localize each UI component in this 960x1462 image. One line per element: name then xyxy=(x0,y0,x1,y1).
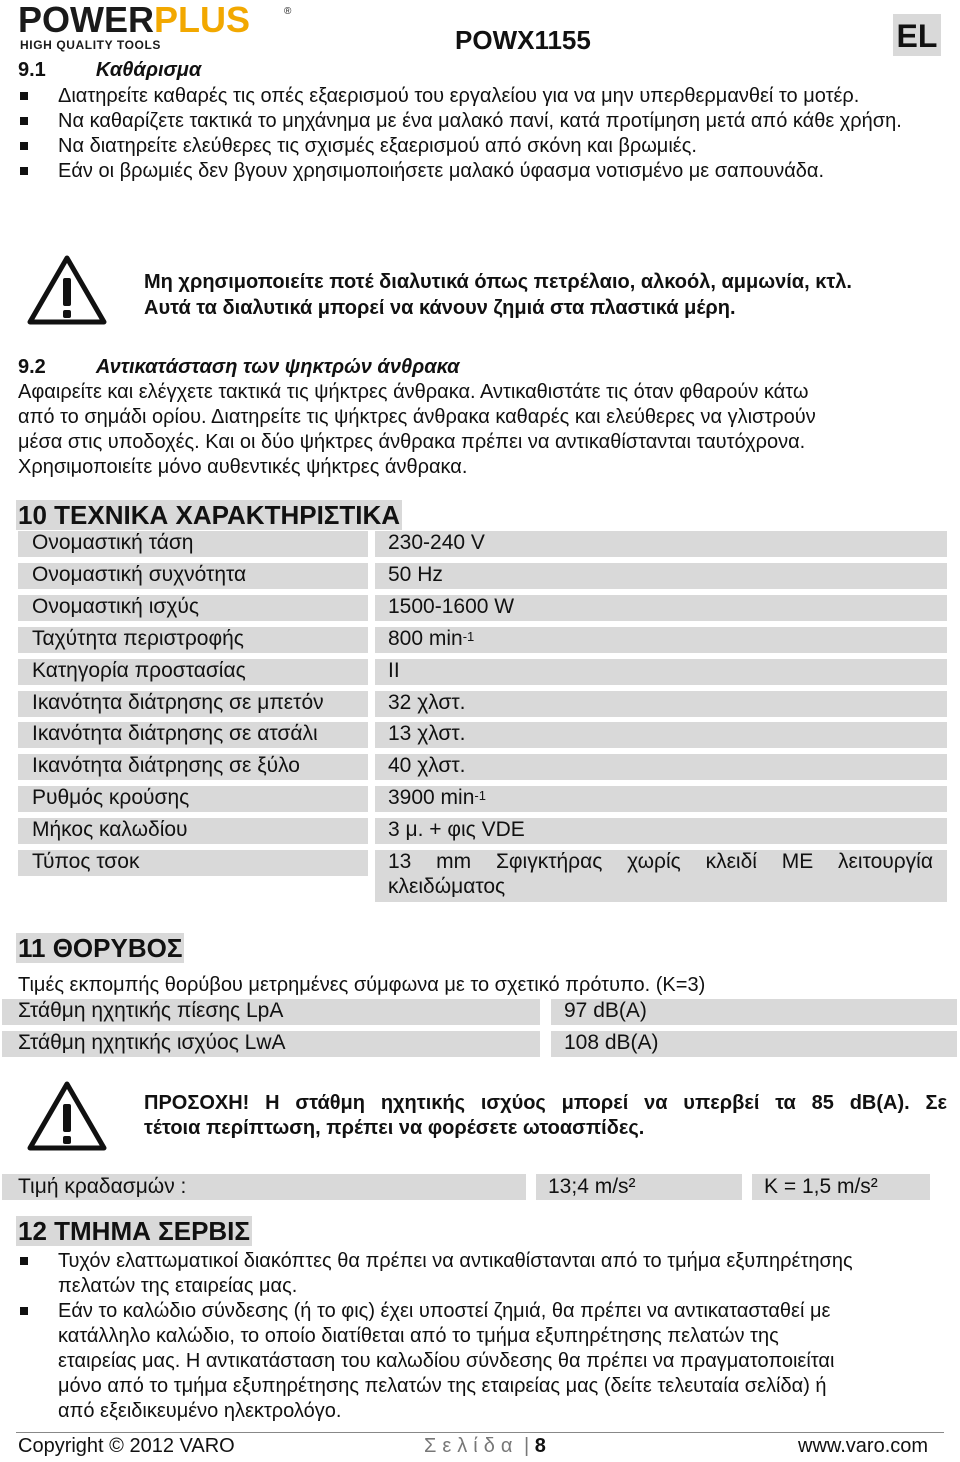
vibration-label: Τιμή κραδασμών : xyxy=(18,1175,187,1198)
paragraph-line: από εξειδικευμένο ηλεκτρολόγο. xyxy=(58,1400,342,1422)
section-11-heading: 11 ΘΟΡΥΒΟΣ xyxy=(18,933,183,963)
list-item: Εάν οι βρωμιές δεν βγουν χρησιμοποιήσετε μαλακό ύφασμα νοτισμένο με σαπουνάδα. xyxy=(16,159,936,184)
spec-value-superscript: -1 xyxy=(474,788,486,803)
spec-value-text: 3900 min xyxy=(388,786,475,809)
paragraph-line: Χρησιμοποιείτε μόνο αυθεντικές ψήκτρες άνθρακα. xyxy=(18,456,468,478)
spec-value xyxy=(388,626,474,652)
model-number: POWX1155 xyxy=(455,25,591,55)
spec-value xyxy=(388,690,466,716)
carbon-brush-paragraph xyxy=(18,380,938,480)
list-item xyxy=(16,1249,940,1299)
spec-value-text: 13 χλστ. xyxy=(388,722,466,745)
warning-triangle-icon xyxy=(26,254,108,326)
section-9-2-heading xyxy=(18,355,460,380)
spec-label: Ικανότητα διάτρησης σε ατσάλι xyxy=(32,722,318,745)
spec-value-text: 32 χλστ. xyxy=(388,691,466,714)
spec-label: Κατηγορία προστασίας xyxy=(32,659,246,682)
footer-website: www.varo.com xyxy=(798,1435,929,1457)
spec-label: Ρυθμός κρούσης xyxy=(32,786,190,809)
section-9-1-heading xyxy=(18,58,201,83)
paragraph-line: Τυχόν ελαττωματικοί διακόπτες θα πρέπει να αντικαθίστανται από το τμήμα εξυπηρέτησης xyxy=(58,1250,853,1272)
noise-intro: Τιμές εκπομπής θορύβου μετρημένες σύμφωνα με το σχετικό πρότυπο. (K=3) xyxy=(18,974,706,996)
spec-value-text: 1500-1600 W xyxy=(388,595,515,618)
spec-value-bg xyxy=(375,563,947,589)
spec-label: Ονομαστική τάση xyxy=(32,531,194,554)
brand-logo xyxy=(18,0,298,52)
paragraph-line: από το σημάδι ορίου. Διατηρείτε τις ψήκτρες άνθρακα καθαρές και ελεύθερες να γλιστρούν xyxy=(18,406,816,428)
warning-triangle-icon xyxy=(26,1080,108,1152)
noise-value-lpa: 97 dB(A) xyxy=(564,999,647,1022)
section-9-2-number: 9.2 xyxy=(18,356,46,378)
spec-value xyxy=(388,721,466,747)
spec-label: Ικανότητα διάτρησης σε μπετόν xyxy=(32,691,324,714)
paragraph-line: εταιρείας μας. Η αντικατάσταση του καλωδίου σύνδεσης θα πρέπει να πραγματοποιείται xyxy=(58,1350,835,1372)
spec-value-text: 50 Hz xyxy=(388,563,443,586)
logo-registered-mark: ® xyxy=(284,6,292,17)
section-12-heading: 12 ΤΜΗΜΑ ΣΕΡΒΙΣ xyxy=(18,1216,251,1246)
spec-value xyxy=(388,785,486,811)
spec-value xyxy=(388,753,466,779)
section-10-heading: 10 ΤΕΧΝΙΚΑ ΧΑΡΑΚΤΗΡΙΣΤΙΚΑ xyxy=(18,500,401,530)
spec-value xyxy=(388,594,514,620)
list-item: Να καθαρίζετε τακτικά το μηχάνημα με ένα μαλακό πανί, κατά προτίμηση μετά από κάθε χρήση. xyxy=(16,109,938,134)
spec-value-chuck-line-1: 13 mm Σφιγκτήρας χωρίς κλειδί ΜΕ λειτουργία xyxy=(388,850,933,873)
spec-label: Μήκος καλωδίου xyxy=(32,818,188,841)
spec-value-text: 40 χλστ. xyxy=(388,754,466,777)
spec-label: Ικανότητα διάτρησης σε ξύλο xyxy=(32,754,300,777)
spec-value-text: II xyxy=(388,659,400,682)
solvent-warning-line-1: Μη χρησιμοποιείτε ποτέ διαλυτικά όπως πετρέλαιο, αλκοόλ, αμμωνία, κτλ. xyxy=(144,271,852,293)
spec-label: Ονομαστική ισχύς xyxy=(32,595,199,618)
noise-label-lpa: Στάθμη ηχητικής πίεσης LpA xyxy=(18,999,284,1022)
vibration-uncertainty: K = 1,5 m/s² xyxy=(764,1175,878,1198)
spec-value-text: 230-240 V xyxy=(388,531,485,554)
list-item xyxy=(16,1299,940,1424)
ear-protection-warning-line-2: τέτοια περίπτωση, πρέπει να φορέσετε ωτοασπίδες. xyxy=(144,1117,645,1139)
ear-protection-warning-line-1: ΠΡΟΣΟΧΗ! Η στάθμη ηχητικής ισχύος μπορεί να υπερβεί τα 85 dB(A). Σε xyxy=(144,1092,947,1114)
section-9-1-number: 9.1 xyxy=(18,59,46,81)
service-bullet-list xyxy=(16,1249,940,1424)
spec-label: Ονομαστική συχνότητα xyxy=(32,563,247,586)
noise-label-lwa: Στάθμη ηχητικής ισχύος LwA xyxy=(18,1031,286,1054)
spec-value xyxy=(388,530,485,556)
footer-divider xyxy=(16,1432,944,1433)
footer-page-indicator: Σελίδα | 8 xyxy=(424,1435,546,1457)
list-item: Διατηρείτε καθαρές τις οπές εξαερισμού του εργαλείου για να μην υπερθερμανθεί το μοτέρ. xyxy=(16,84,918,109)
spec-value-superscript: -1 xyxy=(462,629,475,644)
spec-value-chuck-line-2: κλειδώματος xyxy=(388,875,506,898)
logo-part-plus: PLUS xyxy=(154,0,251,40)
paragraph-line: μόνο από το τμήμα εξυπηρέτησης πελατών της εταιρείας μας (δείτε τελευταία σελίδα) ή xyxy=(58,1375,827,1397)
spec-value xyxy=(388,817,525,843)
language-badge: EL xyxy=(893,14,941,56)
footer-page-number: 8 xyxy=(534,1435,546,1457)
paragraph-line: Αφαιρείτε και ελέγχετε τακτικά τις ψήκτρες άνθρακα. Αντικαθιστάτε τις όταν φθαρούν κάτω xyxy=(18,381,809,403)
spec-value xyxy=(388,658,400,684)
spec-label: Ταχύτητα περιστροφής xyxy=(32,627,244,650)
spec-value xyxy=(388,562,443,588)
cleaning-bullet-list xyxy=(16,84,936,184)
paragraph-line: Εάν το καλώδιο σύνδεσης (ή το φις) έχει υποστεί ζημιά, θα πρέπει να αντικατασταθεί με xyxy=(58,1300,831,1322)
footer-copyright: Copyright © 2012 VARO xyxy=(18,1435,235,1457)
logo-part-power: POWER xyxy=(18,0,155,40)
paragraph-line: μέσα στις υποδοχές. Και οι δύο ψήκτρες άνθρακα πρέπει να αντικαθίστανται ταυτόχρονα. xyxy=(18,431,806,453)
section-9-2-title: Αντικατάσταση των ψηκτρών άνθρακα xyxy=(95,356,460,378)
paragraph-line: πελατών της εταιρείας μας. xyxy=(58,1275,298,1297)
logo-wordmark xyxy=(18,2,250,38)
vibration-value: 13;4 m/s² xyxy=(548,1175,636,1198)
footer-page-label: Σελίδα xyxy=(424,1435,519,1457)
spec-value-text: 3 μ. + φις VDE xyxy=(388,818,525,841)
spec-label-chuck-type: Τύπος τσοκ xyxy=(32,850,140,873)
logo-tagline: HIGH QUALITY TOOLS xyxy=(20,38,162,52)
solvent-warning-line-2: Αυτά τα διαλυτικά μπορεί να κάνουν ζημιά στα πλαστικά μέρη. xyxy=(144,297,736,319)
section-9-1-title: Καθάρισμα xyxy=(95,59,202,81)
spec-value-text: 800 min xyxy=(388,627,463,650)
list-item: Να διατηρείτε ελεύθερες τις σχισμές εξαερισμού από σκόνη και βρωμιές. xyxy=(16,134,936,159)
spec-value-bg xyxy=(375,659,947,685)
noise-value-lwa: 108 dB(A) xyxy=(564,1031,659,1054)
paragraph-line: κατάλληλο καλώδιο, το οποίο διατίθεται από το τμήμα εξυπηρέτησης πελατών της xyxy=(58,1325,779,1347)
